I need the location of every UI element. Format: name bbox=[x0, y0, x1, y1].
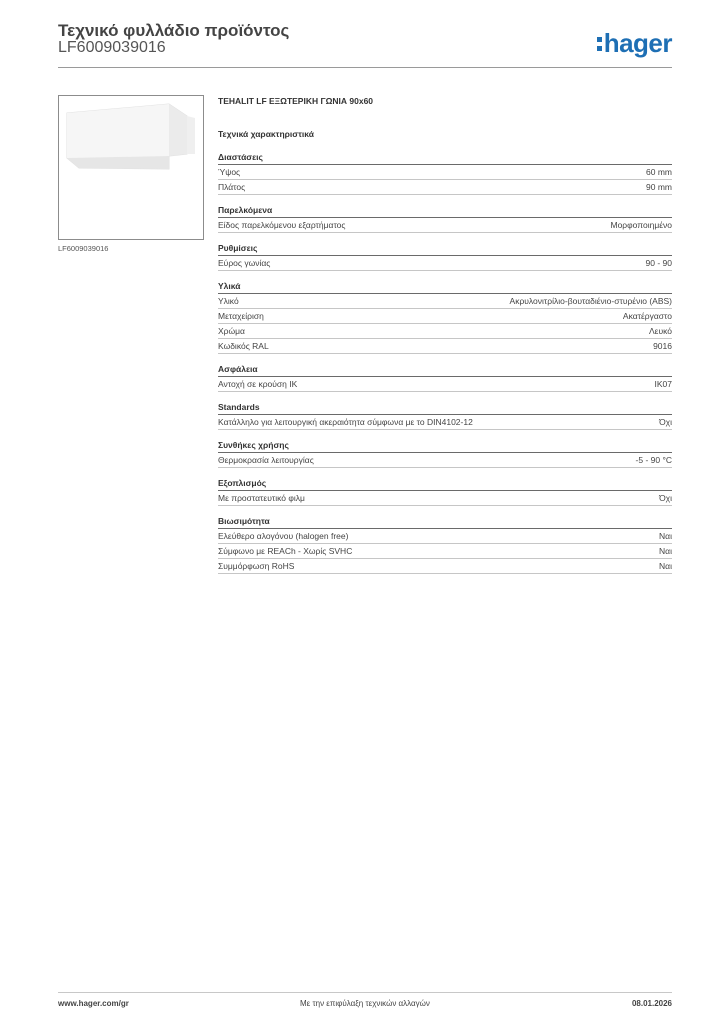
section-title: Συνθήκες χρήσης bbox=[218, 440, 672, 453]
spec-value: Μορφοποιημένο bbox=[610, 220, 672, 230]
spec-label: Είδος παρελκόμενου εξαρτήματος bbox=[218, 220, 346, 230]
spec-value: Ακατέργαστο bbox=[622, 311, 672, 321]
logo-text: hager bbox=[603, 28, 672, 58]
spec-value: Όχι bbox=[659, 417, 672, 427]
spec-value: 9016 bbox=[653, 341, 672, 351]
spec-value: Ναι bbox=[659, 561, 672, 571]
product-image bbox=[58, 95, 204, 240]
spec-row bbox=[218, 453, 672, 468]
spec-label: Μεταχείριση bbox=[218, 311, 264, 321]
spec-row bbox=[218, 256, 672, 271]
spec-section bbox=[218, 243, 672, 271]
spec-row bbox=[218, 529, 672, 544]
spec-label: Κωδικός RAL bbox=[218, 341, 269, 351]
section-title: Ρυθμίσεις bbox=[218, 243, 672, 256]
spec-row bbox=[218, 544, 672, 559]
spec-row bbox=[218, 324, 672, 339]
section-title: Διαστάσεις bbox=[218, 152, 672, 165]
product-code-header: LF6009039016 bbox=[58, 39, 166, 56]
spec-section bbox=[218, 364, 672, 392]
spec-value: 90 - 90 bbox=[645, 258, 672, 268]
footer-website[interactable]: www.hager.com/gr bbox=[58, 999, 129, 1008]
spec-label: Χρώμα bbox=[218, 326, 245, 336]
spec-label: Με προστατευτικό φιλμ bbox=[218, 493, 305, 503]
spec-value: 60 mm bbox=[646, 167, 672, 177]
spec-value: Ναι bbox=[659, 546, 672, 556]
spec-label: Εύρος γωνίας bbox=[218, 258, 271, 268]
spec-section bbox=[218, 402, 672, 430]
spec-row bbox=[218, 165, 672, 180]
spec-section bbox=[218, 516, 672, 574]
image-caption: LF6009039016 bbox=[58, 244, 109, 253]
spec-section bbox=[218, 478, 672, 506]
section-title: Υλικά bbox=[218, 281, 672, 294]
spec-value: IK07 bbox=[654, 379, 672, 389]
header-divider bbox=[58, 67, 672, 68]
spec-row bbox=[218, 309, 672, 324]
section-title: Βιωσιμότητα bbox=[218, 516, 672, 529]
specs-heading: Τεχνικά χαρακτηριστικά bbox=[218, 129, 314, 139]
spec-section bbox=[218, 152, 672, 195]
section-title: Ασφάλεια bbox=[218, 364, 672, 377]
spec-row bbox=[218, 415, 672, 430]
spec-section bbox=[218, 440, 672, 468]
section-title: Παρελκόμενα bbox=[218, 205, 672, 218]
spec-label: Ύψος bbox=[218, 167, 241, 177]
footer-date: 08.01.2026 bbox=[631, 999, 672, 1008]
product-title: TEHALIT LF ΕΞΩΤΕΡΙΚΗ ΓΩΝΙΑ 90x60 bbox=[218, 96, 374, 106]
spec-row bbox=[218, 218, 672, 233]
spec-label: Ελεύθερο αλογόνου (halogen free) bbox=[218, 531, 349, 541]
section-title: Standards bbox=[218, 402, 672, 415]
spec-row bbox=[218, 294, 672, 309]
spec-value: -5 - 90 °C bbox=[635, 455, 672, 465]
spec-label: Συμμόρφωση RoHS bbox=[218, 561, 295, 571]
spec-label: Σύμφωνο με REACh - Χωρίς SVHC bbox=[218, 546, 353, 556]
hager-logo bbox=[597, 28, 672, 59]
spec-value: 90 mm bbox=[646, 182, 672, 192]
section-title: Εξοπλισμός bbox=[218, 478, 672, 491]
spec-value: Λευκό bbox=[649, 326, 672, 336]
footer-divider bbox=[58, 992, 672, 993]
spec-row bbox=[218, 180, 672, 195]
spec-row bbox=[218, 377, 672, 392]
logo-dots-icon bbox=[597, 37, 602, 51]
spec-row bbox=[218, 491, 672, 506]
spec-label: Υλικό bbox=[218, 296, 239, 306]
document-title: Τεχνικό φυλλάδιο προϊόντος bbox=[58, 21, 290, 40]
spec-content bbox=[218, 96, 672, 584]
spec-section bbox=[218, 205, 672, 233]
spec-value: Ακρυλονιτρίλιο-βουταδιένιο-στυρένιο (ABS) bbox=[509, 296, 672, 306]
spec-row bbox=[218, 339, 672, 354]
spec-value: Ναι bbox=[659, 531, 672, 541]
spec-label: Αντοχή σε κρούση IK bbox=[218, 379, 298, 389]
spec-row bbox=[218, 559, 672, 574]
spec-value: Όχι bbox=[659, 493, 672, 503]
footer-notice: Με την επιφύλαξη τεχνικών αλλαγών bbox=[300, 999, 430, 1008]
spec-section bbox=[218, 281, 672, 354]
spec-sections bbox=[218, 152, 672, 574]
spec-label: Πλάτος bbox=[218, 182, 246, 192]
spec-label: Θερμοκρασία λειτουργίας bbox=[218, 455, 314, 465]
corner-duct-icon bbox=[59, 96, 203, 239]
spec-label: Κατάλληλο για λειτουργική ακεραιότητα σύμφωνα με το DIN4102-12 bbox=[218, 417, 473, 427]
